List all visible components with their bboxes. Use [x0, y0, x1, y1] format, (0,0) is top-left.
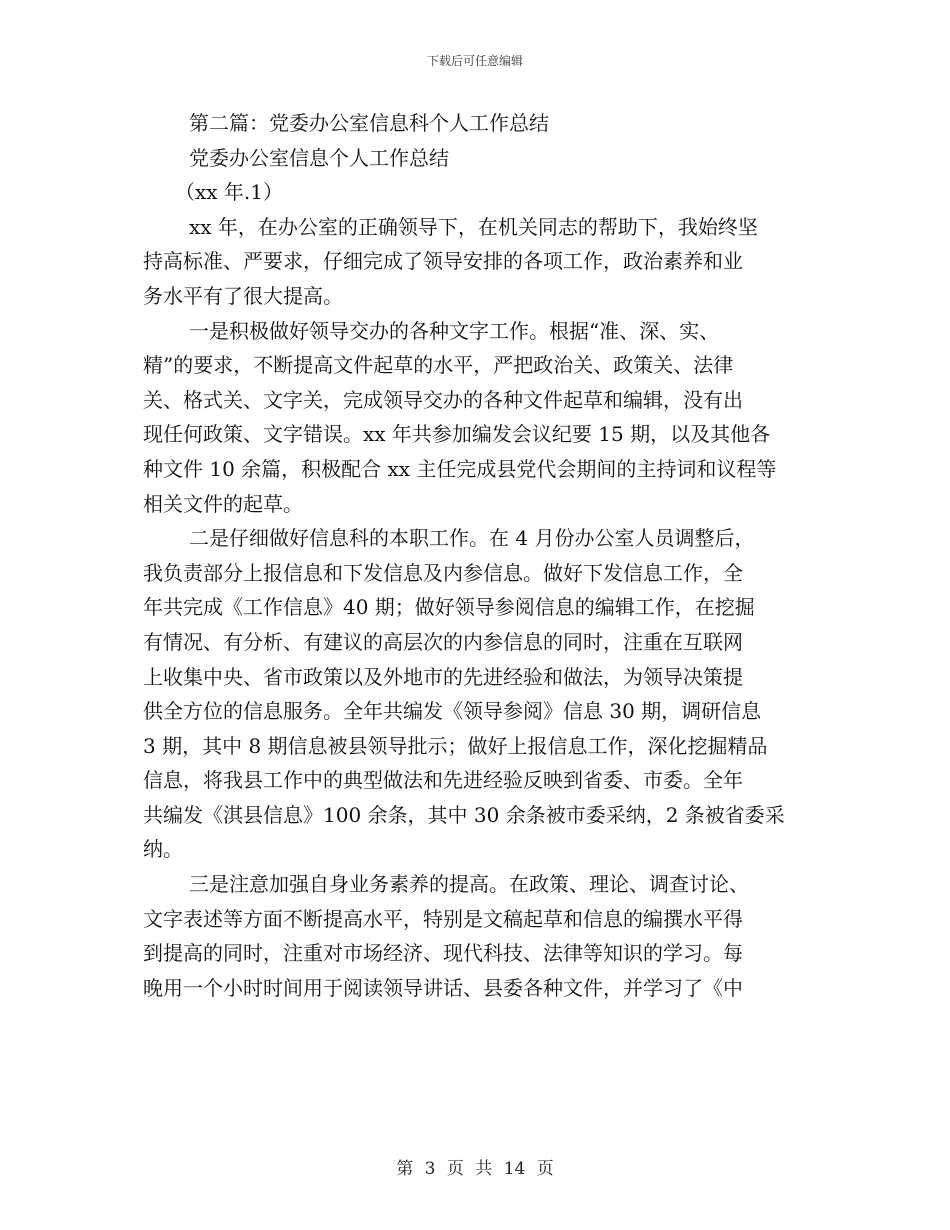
text-line: 务水平有了很大提高。 [143, 283, 343, 308]
page-header: 下载后可任意编辑 [426, 54, 523, 68]
text-line: 现任何政策、文字错误。xx 年共参加编发会议纪要 15 期，以及其他各 [143, 422, 771, 447]
text-line: 我负责部分上报信息和下发信息及内参信息。做好下发信息工作，全 [143, 560, 743, 585]
document-title: 党委办公室信息个人工作总结 [189, 145, 449, 170]
text-line: xx 年，在办公室的正确领导下，在机关同志的帮助下，我始终坚 [189, 214, 758, 239]
text-line: 供全方位的信息服务。全年共编发《领导参阅》信息 30 期，调研信息 [143, 699, 762, 724]
text-line: 3 期，其中 8 期信息被县领导批示；做好上报信息工作，深化挖掘精品 [143, 733, 768, 758]
text-line: 文字表述等方面不断提高水平，特别是文稿起草和信息的编撰水平得 [143, 906, 743, 931]
page-number: 第 3 页 共 14 页 [396, 1159, 554, 1179]
text-line: 有情况、有分析、有建议的高层次的内参信息的同时，注重在互联网 [143, 629, 743, 654]
text-line: 持高标准、严要求，仔细完成了领导安排的各项工作，政治素养和业 [143, 249, 743, 274]
text-line: 晚用一个小时时间用于阅读领导讲话、县委各种文件，并学习了《中 [143, 975, 743, 1000]
text-line: 精”的要求，不断提高文件起草的水平，严把政治关、政策关、法律 [143, 353, 734, 378]
text-line: 关、格式关、文字关，完成领导交办的各种文件起草和编辑，没有出 [143, 387, 743, 412]
text-line: 种文件 10 余篇，积极配合 xx 主任完成县党代会期间的主持词和议程等 [143, 456, 777, 481]
text-line: 年共完成《工作信息》40 期；做好领导参阅信息的编辑工作，在挖掘 [143, 595, 755, 620]
text-line: 信息，将我县工作中的典型做法和先进经验反映到省委、市委。全年 [143, 768, 743, 793]
text-line: 二是仔细做好信息科的本职工作。在 4 月份办公室人员调整后， [189, 526, 755, 551]
text-line: 共编发《淇县信息》100 余条，其中 30 余条被市委采纳，2 条被省委采 [143, 802, 785, 827]
document-date: （xx 年.1） [175, 180, 283, 205]
text-line: 纳。 [143, 837, 183, 862]
text-line: 三是注意加强自身业务素养的提高。在政策、理论、调查讨论、 [189, 872, 749, 897]
section-title: 第二篇：党委办公室信息科个人工作总结 [189, 111, 549, 135]
text-line: 到提高的同时，注重对市场经济、现代科技、法律等知识的学习。每 [143, 941, 743, 966]
text-line: 一是积极做好领导交办的各种文字工作。根据“准、深、实、 [189, 318, 720, 343]
text-line: 上收集中央、省市政策以及外地市的先进经验和做法，为领导决策提 [143, 664, 743, 689]
text-line: 相关文件的起草。 [143, 491, 303, 516]
document-body [143, 106, 818, 1005]
